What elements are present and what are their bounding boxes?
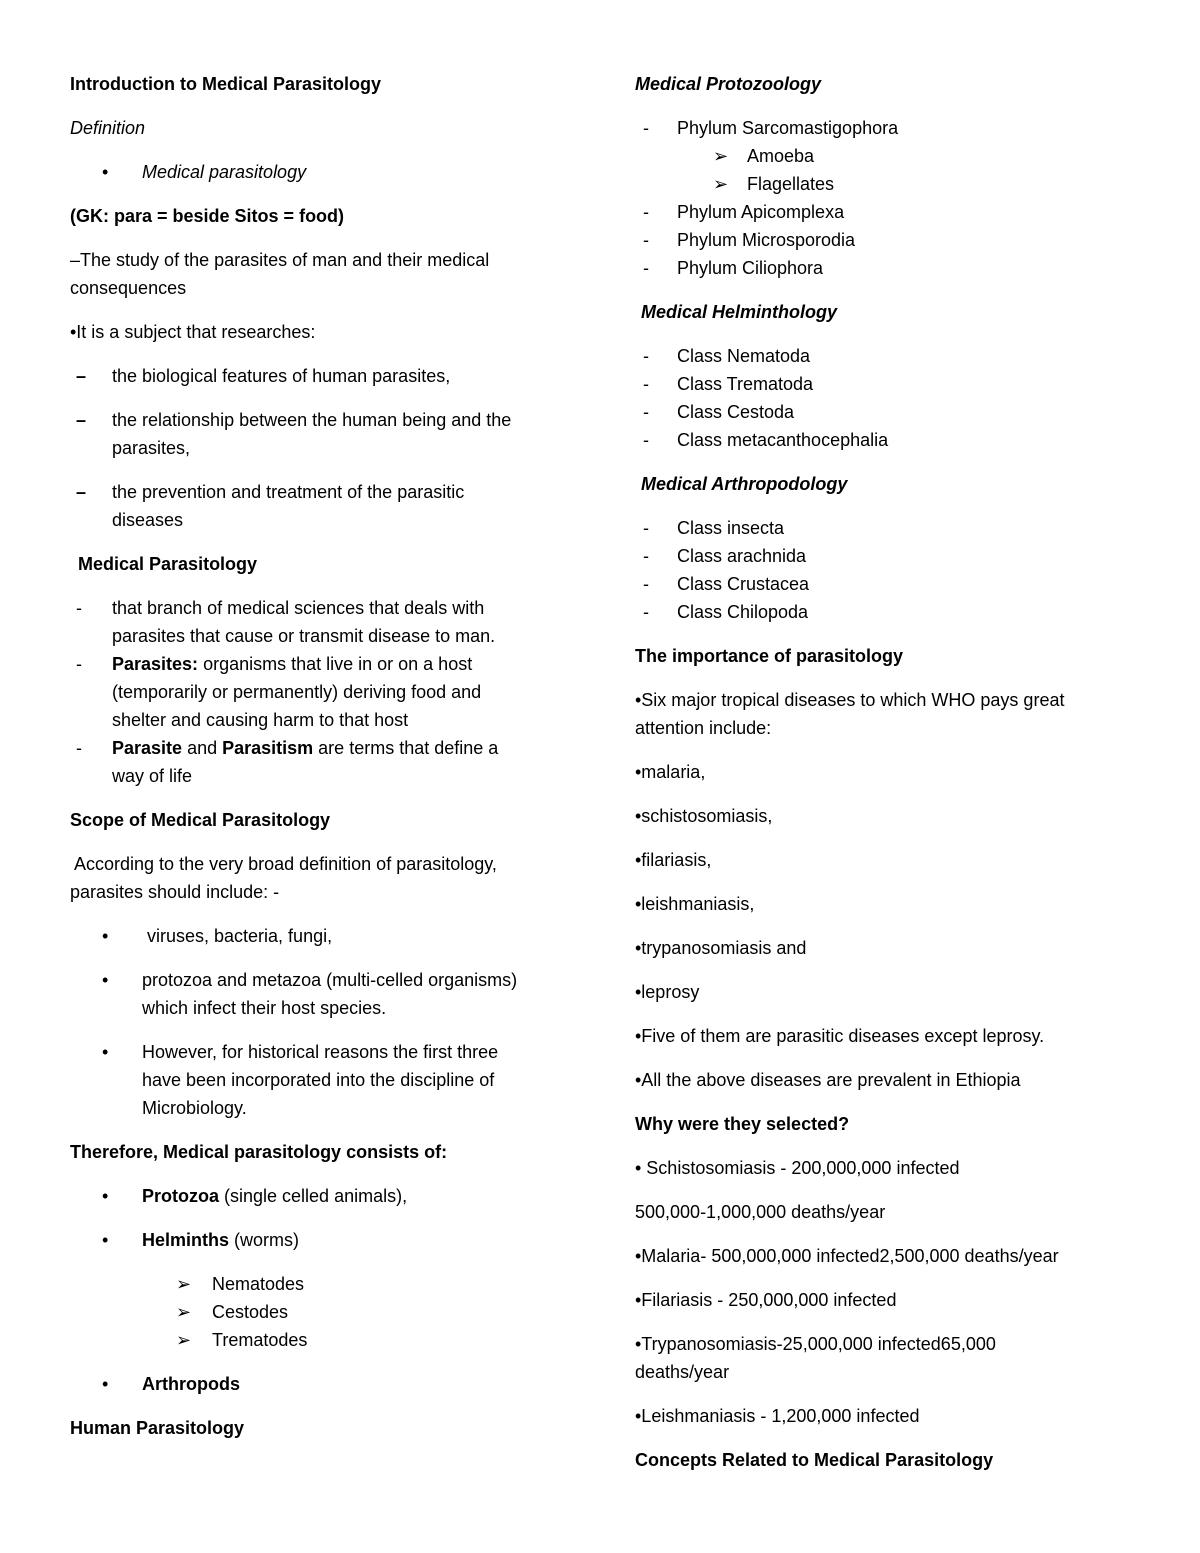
gk-etymology: (GK: para = beside Sitos = food) <box>70 206 345 226</box>
section-heading-therefore: Therefore, Medical parasitology consists of: <box>70 1142 448 1162</box>
bullet-icon: • <box>102 162 109 182</box>
hyphen-icon: - <box>643 402 649 422</box>
list-item: – the biological features of human parasites, <box>70 362 570 390</box>
list-item: – the prevention and treatment of the parasitic diseases <box>70 478 570 534</box>
list-item: - Parasites: organisms that live in or on a host (temporarily or permanently) deriving food and shelter and causing harm to that host <box>70 650 570 734</box>
hyphen-icon: - <box>76 738 82 758</box>
hyphen-icon: - <box>643 602 649 622</box>
section-heading-arthropodology: Medical Arthropodology <box>641 474 848 494</box>
bullet-icon: • <box>102 926 109 946</box>
subject-intro: •It is a subject that researches: <box>70 322 316 342</box>
hyphen-icon: - <box>76 598 82 618</box>
list-item: - Class arachnida <box>635 542 1125 570</box>
document-title: Introduction to Medical Parasitology <box>70 74 382 94</box>
list-item: • Protozoa (single celled animals), <box>70 1182 570 1210</box>
list-item: - Parasite and Parasitism are terms that define a way of life <box>70 734 570 790</box>
section-heading-importance: The importance of parasitology <box>635 646 904 666</box>
scope-intro: According to the very broad definition of parasitology, parasites should include: - <box>70 854 497 902</box>
list-item: ➢ Flagellates <box>635 170 1125 198</box>
hyphen-icon: - <box>643 202 649 222</box>
right-column <box>635 70 1125 1474</box>
definition-bullet: • Medical parasitology <box>70 158 570 186</box>
list-item: ➢ Amoeba <box>635 142 1125 170</box>
list-item: - Class Cestoda <box>635 398 1125 426</box>
dash-icon: – <box>76 366 87 386</box>
stat-trypanosomiasis: •Trypanosomiasis-25,000,000 infected65,000 deaths/year <box>635 1334 996 1382</box>
who-intro: •Six major tropical diseases to which WHO pays great attention include: <box>635 690 1065 738</box>
hyphen-icon: - <box>643 258 649 278</box>
list-item: - Class Crustacea <box>635 570 1125 598</box>
list-item: •malaria, <box>635 762 706 782</box>
list-item: - Phylum Sarcomastigophora <box>635 114 1125 142</box>
dash-icon: – <box>76 482 87 502</box>
hyphen-icon: - <box>76 654 82 674</box>
five-diseases-note: •Five of them are parasitic diseases except leprosy. <box>635 1026 1045 1046</box>
list-item: - Class Trematoda <box>635 370 1125 398</box>
arrow-bullet-icon: ➢ <box>176 1330 192 1350</box>
list-item: - Phylum Apicomplexa <box>635 198 1125 226</box>
hyphen-icon: - <box>643 430 649 450</box>
stat-filariasis: •Filariasis - 250,000,000 infected <box>635 1290 897 1310</box>
list-item: •leishmaniasis, <box>635 894 755 914</box>
list-item: - Phylum Ciliophora <box>635 254 1125 282</box>
list-item: - Class insecta <box>635 514 1125 542</box>
list-item: • However, for historical reasons the first three have been incorporated into the discipline of Microbiology. <box>70 1038 570 1122</box>
hyphen-icon: - <box>643 374 649 394</box>
bullet-icon: • <box>102 1374 109 1394</box>
list-item: • viruses, bacteria, fungi, <box>70 922 570 950</box>
bullet-icon: • <box>102 970 109 990</box>
list-item: - Class Nematoda <box>635 342 1125 370</box>
bullet-icon: • <box>102 1042 109 1062</box>
stat-leishmaniasis: •Leishmaniasis - 1,200,000 infected <box>635 1406 920 1426</box>
stat-schistosomiasis-deaths: 500,000-1,000,000 deaths/year <box>635 1202 886 1222</box>
hyphen-icon: - <box>643 118 649 138</box>
left-column <box>70 70 570 1442</box>
arrow-bullet-icon: ➢ <box>713 174 729 194</box>
list-item: - Class metacanthocephalia <box>635 426 1125 454</box>
stat-malaria: •Malaria- 500,000,000 infected2,500,000 deaths/year <box>635 1246 1059 1266</box>
list-item: • Arthropods <box>70 1370 570 1398</box>
definition-label: Definition <box>70 118 146 138</box>
arrow-bullet-icon: ➢ <box>176 1274 192 1294</box>
list-item: • Helminths (worms) <box>70 1226 570 1254</box>
list-item: - that branch of medical sciences that deals with parasites that cause or transmit disease to man. <box>70 594 570 650</box>
list-item: •schistosomiasis, <box>635 806 773 826</box>
bullet-icon: • <box>102 1230 109 1250</box>
list-item: •filariasis, <box>635 850 712 870</box>
section-heading-helminthology: Medical Helminthology <box>641 302 838 322</box>
stat-schistosomiasis: • Schistosomiasis - 200,000,000 infected <box>635 1158 960 1178</box>
section-heading-protozoology: Medical Protozoology <box>635 74 822 94</box>
hyphen-icon: - <box>643 346 649 366</box>
arrow-bullet-icon: ➢ <box>713 146 729 166</box>
section-heading-concepts: Concepts Related to Medical Parasitology <box>635 1450 994 1470</box>
hyphen-icon: - <box>643 230 649 250</box>
list-item: ➢ Trematodes <box>70 1326 570 1354</box>
hyphen-icon: - <box>643 518 649 538</box>
section-heading-why-selected: Why were they selected? <box>635 1114 850 1134</box>
list-item: - Class Chilopoda <box>635 598 1125 626</box>
list-item: • protozoa and metazoa (multi-celled organisms) which infect their host species. <box>70 966 570 1022</box>
section-heading-medical-parasitology: Medical Parasitology <box>78 554 258 574</box>
list-item: – the relationship between the human being and the parasites, <box>70 406 570 462</box>
hyphen-icon: - <box>643 574 649 594</box>
list-item: - Phylum Microsporodia <box>635 226 1125 254</box>
bullet-icon: • <box>102 1186 109 1206</box>
list-item: ➢ Nematodes <box>70 1270 570 1298</box>
list-item: ➢ Cestodes <box>70 1298 570 1326</box>
section-heading-human-parasitology: Human Parasitology <box>70 1418 245 1438</box>
list-item: •leprosy <box>635 982 700 1002</box>
section-heading-scope: Scope of Medical Parasitology <box>70 810 331 830</box>
arrow-bullet-icon: ➢ <box>176 1302 192 1322</box>
definition-text: –The study of the parasites of man and their medical consequences <box>70 250 490 298</box>
dash-icon: – <box>76 410 87 430</box>
ethiopia-note: •All the above diseases are prevalent in Ethiopia <box>635 1070 1021 1090</box>
hyphen-icon: - <box>643 546 649 566</box>
list-item: •trypanosomiasis and <box>635 938 807 958</box>
